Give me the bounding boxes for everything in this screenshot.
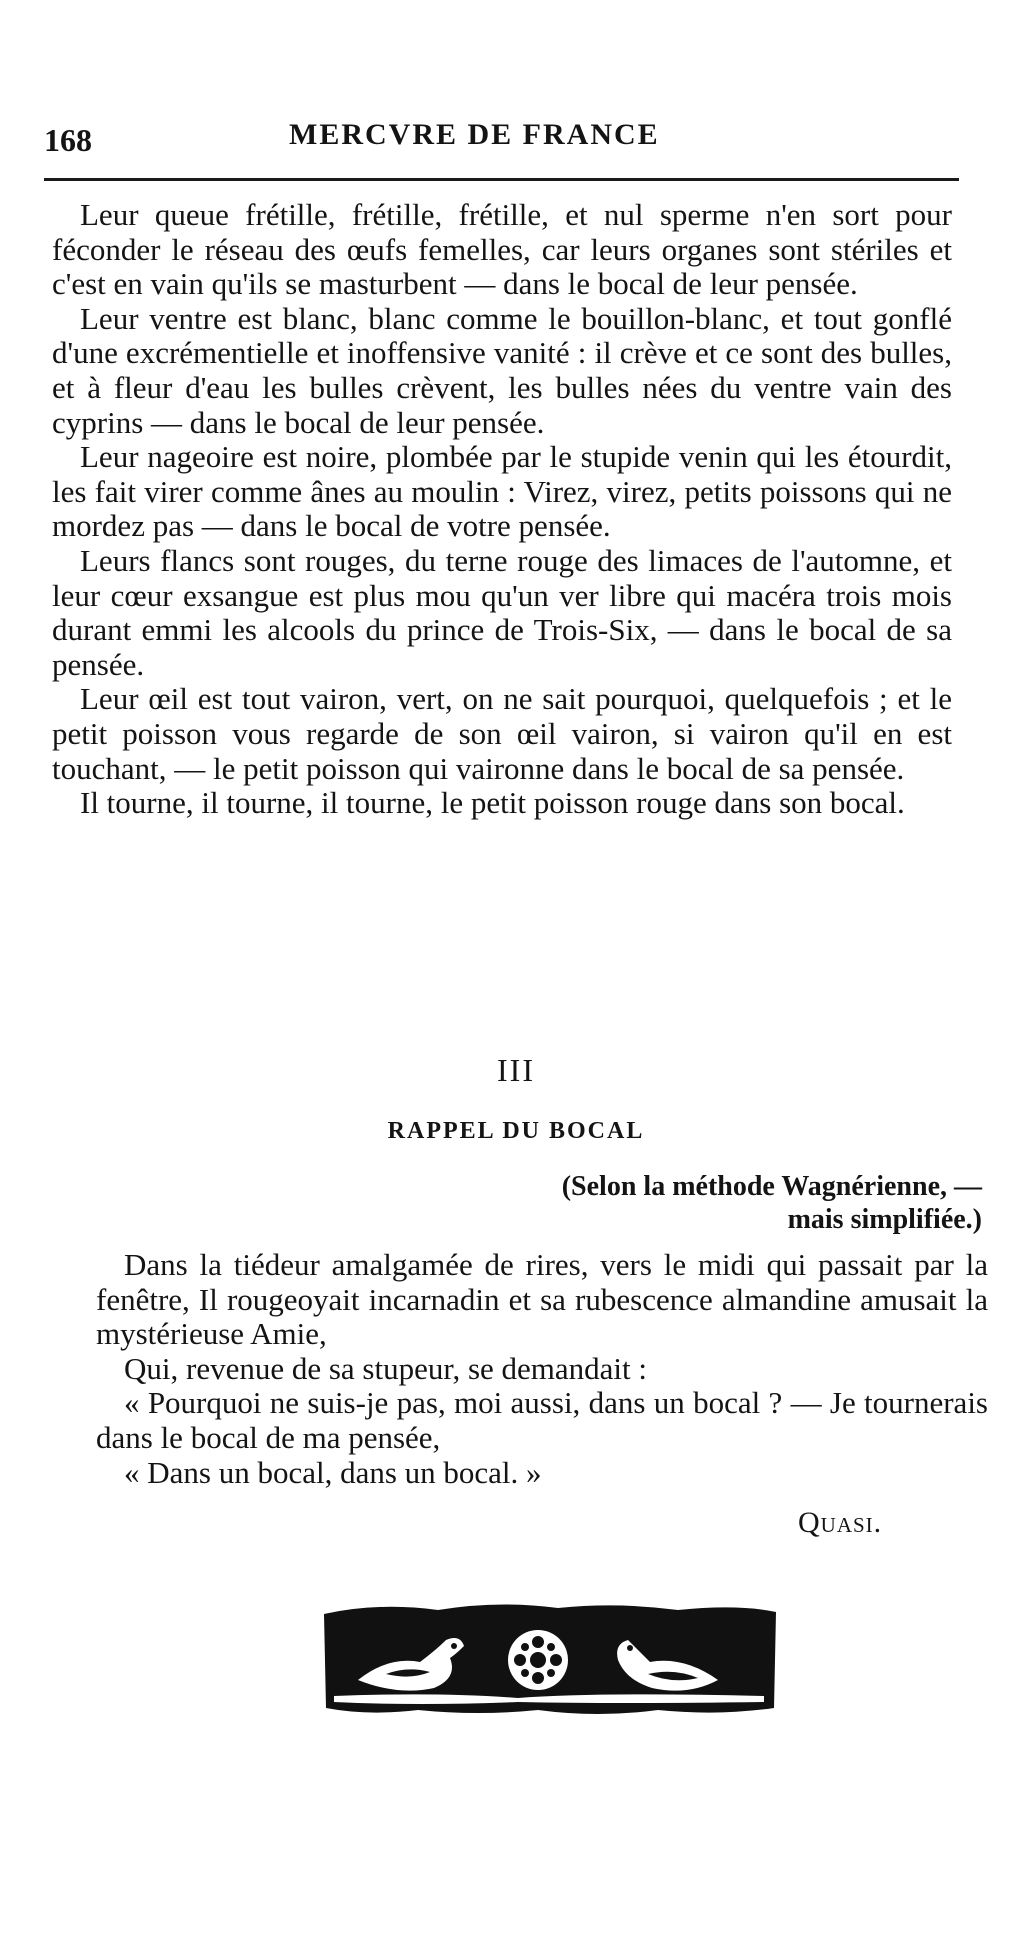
poem-prose-section (52, 198, 952, 821)
section-paragraph: « Dans un bocal, dans un bocal. » (124, 1454, 542, 1490)
epigraph: (Selon la méthode Wagnérienne, — mais simplifiée.) (561, 1171, 982, 1235)
section-number: III (497, 1052, 535, 1088)
paragraph-fin: Leur nageoire est noire, plombée par le stupide venin qui les étourdit, les fait virer comme ânes au moulin : Virez, virez, petits poissons qui ne mordez pas — dans le bocal de votre pensée. (52, 439, 952, 544)
running-head (44, 112, 959, 160)
section-paragraph: Qui, revenue de sa stupeur, se demandait : (124, 1350, 648, 1386)
header-rule (44, 178, 959, 181)
journal-title: MERCVRE DE FRANCE (289, 118, 660, 151)
section-paragraph: « Pourquoi ne suis-je pas, moi aussi, dans un bocal ? — Je tournerais dans le bocal de ma pensée, (96, 1385, 988, 1455)
paragraph-flanks: Leurs flancs sont rouges, du terne rouge des limaces de l'automne, et leur cœur exsangue est plus mou qu'un ver libre qui macéra trois mois durant emmi les alcools du prince de Trois-Six, — dans le bocal de sa pensée. (52, 542, 952, 682)
page-number: 168 (44, 122, 92, 158)
section-title: RAPPEL DU BOCAL (387, 1118, 645, 1144)
paragraph-tail: Leur queue frétille, frétille, frétille, et nul sperme n'en sort pour féconder le réseau des œufs femelles, car leurs organes sont stériles et c'est en vain qu'ils se masturbent — dans le bocal de leur pensée. (52, 197, 952, 302)
birds-and-rosette-vignette-icon (318, 1600, 780, 1718)
paragraph-belly: Leur ventre est blanc, blanc comme le bouillon-blanc, et tout gonflé d'une excrémentielle et inoffensive vanité : il crève et ce sont des bulles, et à fleur d'eau les bulles crèvent, les bulles nées du ventre vain des cyprins — dans le bocal de leur pensée. (52, 300, 952, 440)
paragraph-eye: Leur œil est tout vairon, vert, on ne sait pourquoi, quelquefois ; et le petit poisson vous regarde de son œil vairon, si vairon qu'il en est touchant, — le petit poisson qui vaironne dans le bocal de sa pensée. (52, 681, 952, 786)
section-body (96, 1248, 988, 1490)
author-signature: Quasi. (798, 1506, 883, 1539)
paragraph-closing: Il tourne, il tourne, il tourne, le petit poisson rouge dans son bocal. (80, 785, 905, 821)
section-paragraph: Dans la tiédeur amalgamée de rires, vers le midi qui passait par la fenêtre, Il rougeoyait incarnadin et sa rubescence almandine amusait la mystérieuse Amie, (96, 1247, 988, 1352)
